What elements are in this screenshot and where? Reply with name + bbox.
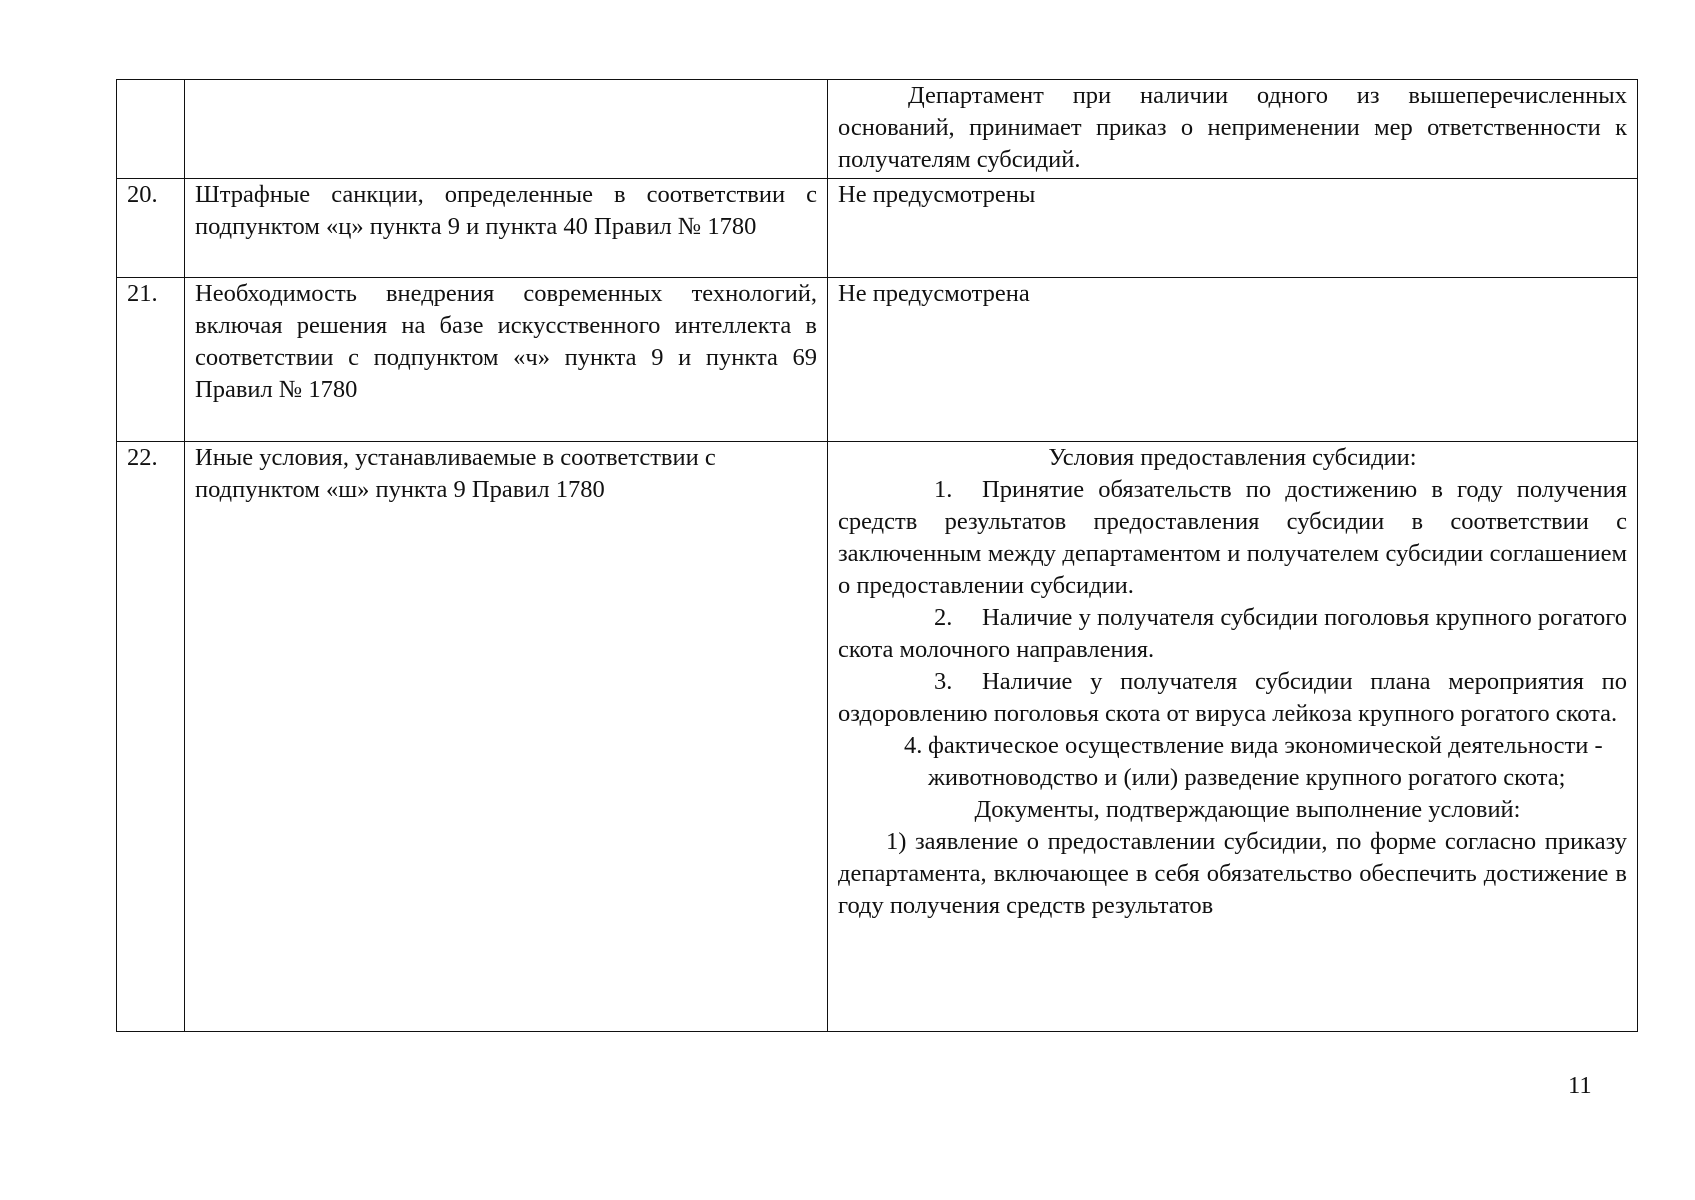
document-text: заявление о предоставлении субсидии, по форме согласно приказу департамента, включающее в себя обязательство обеспечить достижение в году получения средств результатов <box>838 828 1627 919</box>
row-value-cell <box>828 80 1638 179</box>
row-description-text: Необходимость внедрения современных технологий, включая решения на базе искусственного интеллекта в соответствии с подпунктом «ч» пункта 9 и пункта 69 Правил № 1780 <box>195 280 817 403</box>
document-marker: 1) <box>886 828 907 855</box>
row-number-cell <box>117 80 185 179</box>
condition-item <box>838 602 1627 666</box>
table-row <box>117 80 1638 179</box>
row-number-cell: 22. <box>117 442 185 1032</box>
row-number-cell: 21. <box>117 278 185 442</box>
row-description-cell <box>185 278 828 442</box>
condition-item <box>838 474 1627 602</box>
table-row <box>117 179 1638 278</box>
row-value-cell <box>828 278 1638 442</box>
row-value-cell <box>828 179 1638 278</box>
condition-item <box>838 666 1627 730</box>
row-value-text: Департамент при наличии одного из вышеперечисленных оснований, принимает приказ о неприменении мер ответственности к получателям субсидий. <box>838 82 1627 173</box>
condition-text: Наличие у получателя субсидии поголовья крупного рогатого скота молочного направления. <box>838 604 1627 663</box>
page-number: 11 <box>1568 1072 1592 1099</box>
row-description-cell <box>185 179 828 278</box>
row-description-text: Штрафные санкции, определенные в соответствии с подпунктом «ц» пункта 9 и пункта 40 Правил № 1780 <box>195 181 817 240</box>
condition-text: Принятие обязательств по достижению в году получения средств результатов предоставления субсидии в соответствии с заключенным между департаментом и получателем субсидии соглашением о предоставлении субсидии. <box>838 476 1627 599</box>
row-description-text: Иные условия, устанавливаемые в соответствии с подпунктом «ш» пункта 9 Правил 1780 <box>195 444 716 503</box>
conditions-table <box>116 79 1638 1032</box>
condition-marker: 1. <box>934 476 953 503</box>
conditions-title: Условия предоставления субсидии: <box>1048 444 1417 471</box>
document-item <box>838 826 1627 922</box>
condition-marker: 3. <box>934 668 953 695</box>
row-number-cell: 20. <box>117 179 185 278</box>
row-description-cell <box>185 442 828 1032</box>
condition-text: фактическое осуществление вида экономической деятельности - животноводство и (или) разведение крупного рогатого скота; <box>928 732 1603 791</box>
condition-text: Наличие у получателя субсидии плана мероприятия по оздоровлению поголовья скота от вируса лейкоза крупного рогатого скота. <box>838 668 1627 727</box>
row-value-cell <box>828 442 1638 1032</box>
row-value-text: Не предусмотрена <box>838 280 1030 307</box>
condition-item <box>838 730 1627 794</box>
table-row <box>117 278 1638 442</box>
row-value-text: Не предусмотрены <box>838 181 1036 208</box>
documents-title: Документы, подтверждающие выполнение условий: <box>974 796 1521 823</box>
condition-marker: 4. <box>904 732 923 759</box>
table-row <box>117 442 1638 1032</box>
condition-marker: 2. <box>934 604 953 631</box>
row-description-cell <box>185 80 828 179</box>
